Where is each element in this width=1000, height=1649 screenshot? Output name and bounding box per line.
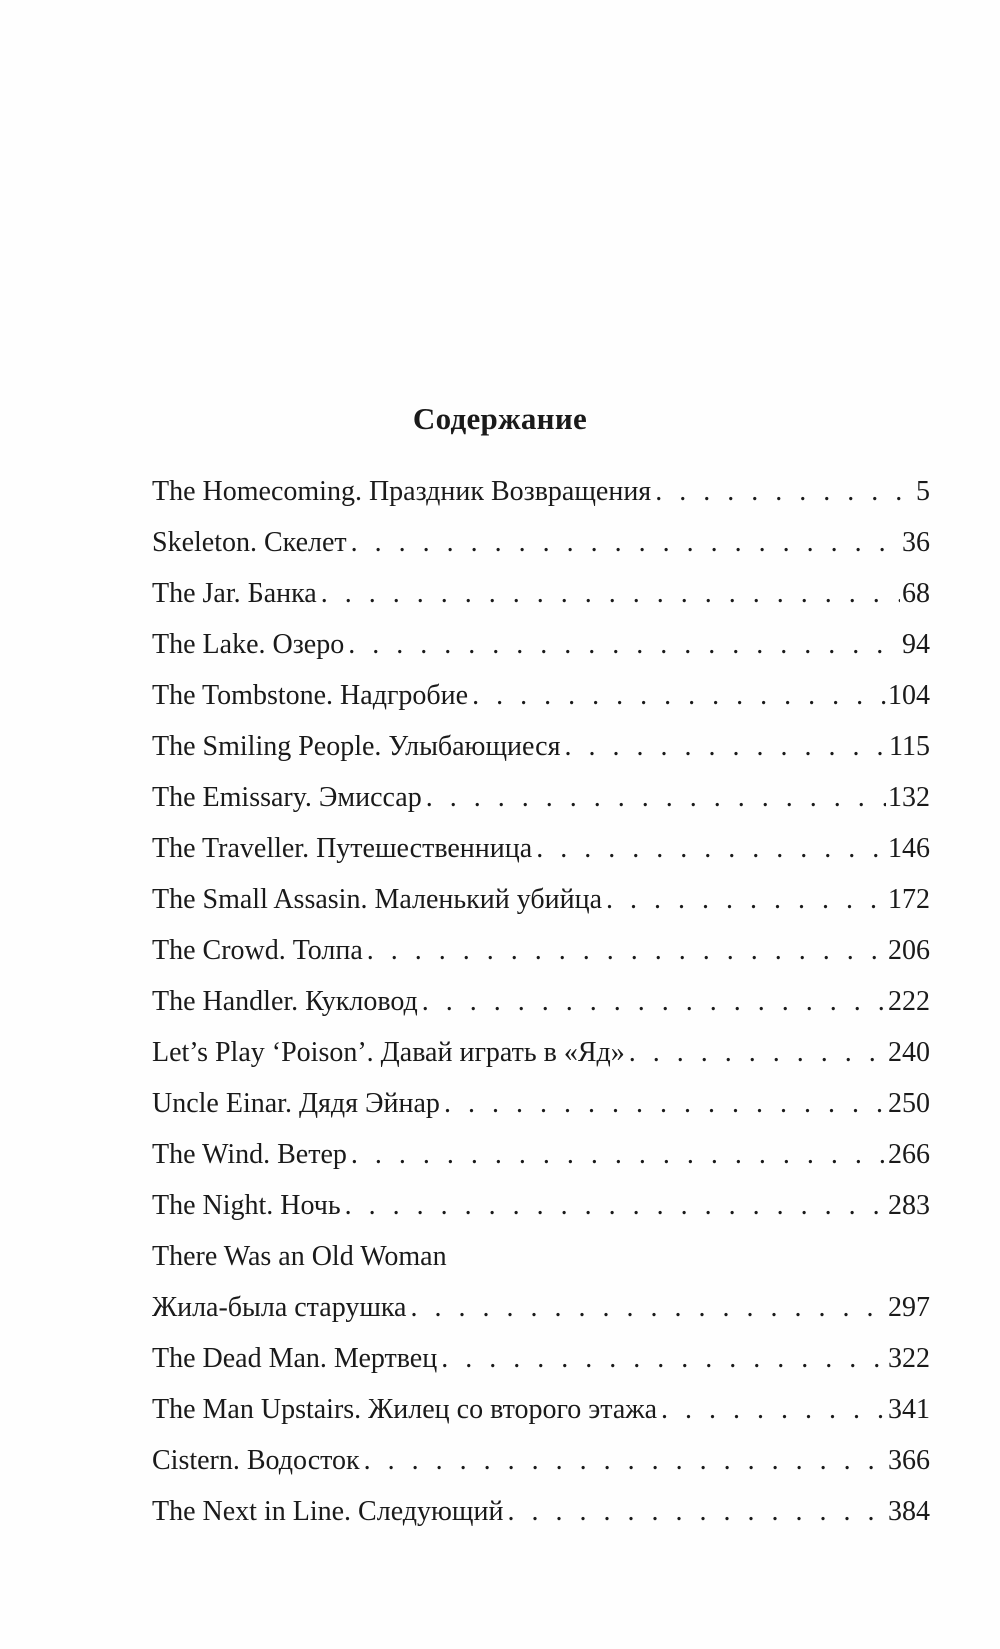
toc-entry-title: Cistern. Водосток xyxy=(152,1445,360,1476)
toc-entry-title: The Man Upstairs. Жилец со второго этажа xyxy=(152,1394,658,1425)
toc-page-number: 341 xyxy=(888,1394,930,1425)
dot-leader xyxy=(367,935,886,967)
toc-entry-title: The Handler. Кукловод xyxy=(152,986,418,1017)
toc-page-number: 322 xyxy=(888,1343,930,1374)
toc-entry-title: The Wind. Ветер xyxy=(152,1139,347,1170)
toc-entry xyxy=(152,1394,930,1445)
dot-leader xyxy=(364,1445,886,1477)
dot-leader xyxy=(348,629,900,661)
toc-entry-title: Жила-была старушка xyxy=(152,1292,407,1323)
dot-leader xyxy=(321,578,900,610)
toc-entry xyxy=(152,1190,930,1241)
toc-page-number: 297 xyxy=(888,1292,930,1323)
toc-entry xyxy=(152,731,930,782)
toc-page-number: 283 xyxy=(888,1190,930,1221)
dot-leader xyxy=(536,833,886,865)
toc-entry xyxy=(152,476,930,527)
toc-entry-title: Let’s Play ‘Poison’. Давай играть в «Яд» xyxy=(152,1037,625,1068)
toc-entry xyxy=(152,629,930,680)
toc-page-number: 115 xyxy=(889,731,930,762)
toc-entry xyxy=(152,1292,930,1343)
toc-entry-title: The Traveller. Путешественница xyxy=(152,833,533,864)
toc-page-number: 366 xyxy=(888,1445,930,1476)
dot-leader xyxy=(422,986,886,1018)
toc-page-number: 384 xyxy=(888,1496,930,1527)
toc-entry xyxy=(152,1037,930,1088)
toc-page-number: 132 xyxy=(888,782,930,813)
page-title: Содержание xyxy=(412,400,588,436)
toc-entry xyxy=(152,1496,930,1547)
toc-entry-title: There Was an Old Woman xyxy=(152,1241,447,1272)
toc-page-number: 5 xyxy=(916,476,930,507)
dot-leader xyxy=(411,1292,887,1324)
toc-entry-title: The Dead Man. Мертвец xyxy=(152,1343,438,1374)
toc-entry xyxy=(152,782,930,833)
table-of-contents xyxy=(152,476,930,1547)
toc-page-number: 240 xyxy=(888,1037,930,1068)
dot-leader xyxy=(351,527,900,559)
toc-entry-title: Skeleton. Скелет xyxy=(152,527,347,558)
dot-leader xyxy=(655,476,914,508)
toc-page-number: 266 xyxy=(888,1139,930,1170)
toc-entry-title: The Smiling People. Улыбающиеся xyxy=(152,731,561,762)
toc-entry xyxy=(152,680,930,731)
toc-entry-title: The Crowd. Толпа xyxy=(152,935,363,966)
dot-leader xyxy=(441,1343,886,1375)
toc-page-number: 222 xyxy=(888,986,930,1017)
toc-page-number: 250 xyxy=(888,1088,930,1119)
dot-leader xyxy=(564,731,887,763)
toc-page-number: 172 xyxy=(888,884,930,915)
dot-leader xyxy=(472,680,886,712)
toc-entry xyxy=(152,1445,930,1496)
toc-entry xyxy=(152,1088,930,1139)
dot-leader xyxy=(426,782,886,814)
toc-entry xyxy=(152,986,930,1037)
toc-entry xyxy=(152,1343,930,1394)
toc-entry-title: The Lake. Озеро xyxy=(152,629,345,660)
toc-page-number: 36 xyxy=(902,527,930,558)
toc-page-number: 94 xyxy=(902,629,930,660)
dot-leader xyxy=(606,884,886,916)
toc-entry-title: The Emissary. Эмиссар xyxy=(152,782,422,813)
dot-leader xyxy=(444,1088,886,1120)
toc-entry xyxy=(152,884,930,935)
toc-entry-title: The Small Assasin. Маленький убийца xyxy=(152,884,602,915)
toc-entry xyxy=(152,1139,930,1190)
toc-entry xyxy=(152,527,930,578)
toc-page-number: 206 xyxy=(888,935,930,966)
toc-entry-title: The Jar. Банка xyxy=(152,578,317,609)
toc-entry xyxy=(152,578,930,629)
toc-page-number: 68 xyxy=(902,578,930,609)
toc-entry xyxy=(152,833,930,884)
dot-leader xyxy=(661,1394,886,1426)
toc-entry-title: The Tombstone. Надгробие xyxy=(152,680,469,711)
toc-entry xyxy=(152,1241,930,1292)
dot-leader xyxy=(629,1037,886,1069)
toc-entry-title: The Night. Ночь xyxy=(152,1190,341,1221)
toc-entry-title: The Homecoming. Праздник Возвращения xyxy=(152,476,652,507)
toc-entry-title: Uncle Einar. Дядя Эйнар xyxy=(152,1088,440,1119)
dot-leader xyxy=(351,1139,886,1171)
dot-leader xyxy=(345,1190,886,1222)
toc-page-number: 146 xyxy=(888,833,930,864)
toc-entry-title: The Next in Line. Следующий xyxy=(152,1496,504,1527)
toc-entry xyxy=(152,935,930,986)
toc-page-number: 104 xyxy=(888,680,930,711)
dot-leader xyxy=(507,1496,886,1528)
